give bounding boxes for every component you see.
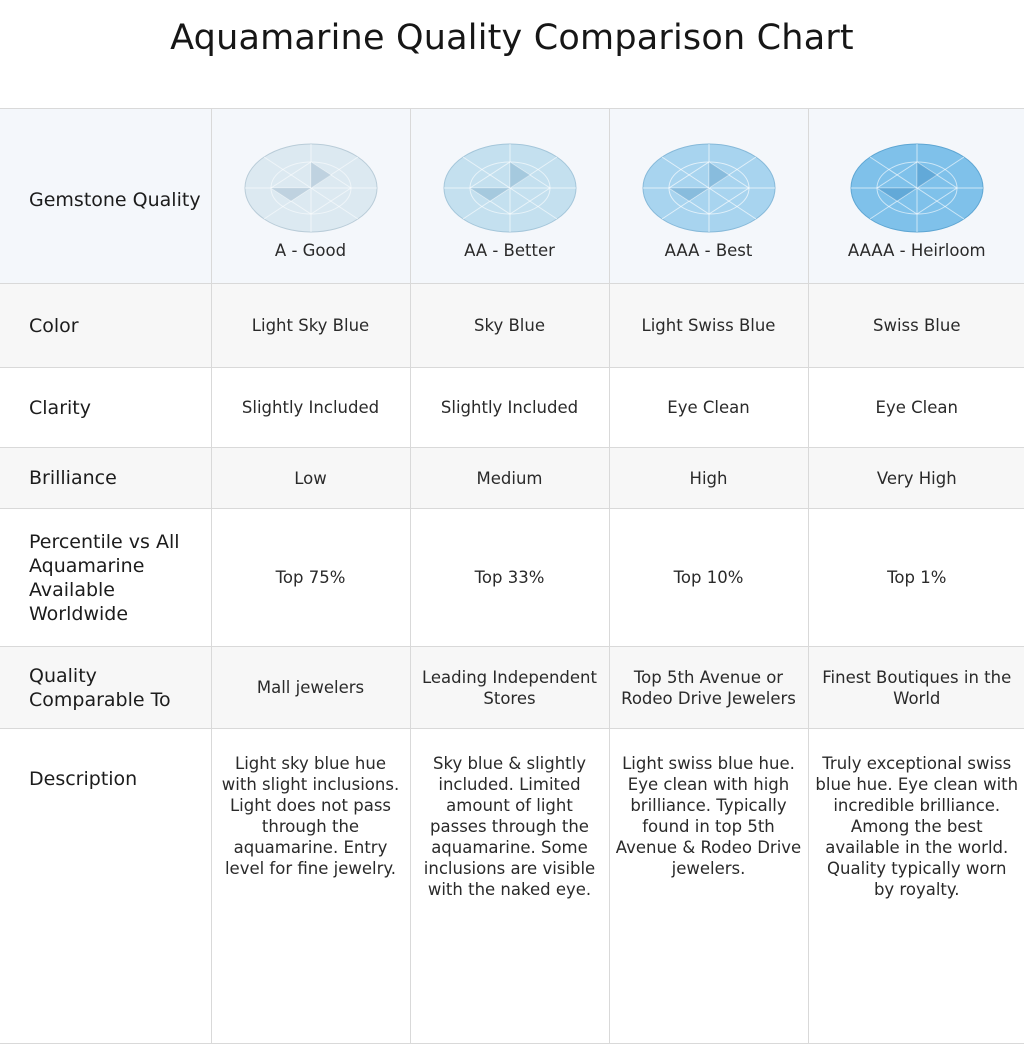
grade-cell-a (211, 109, 410, 284)
row-comparable (0, 647, 1024, 729)
cell-percentile-a: Top 75% (211, 509, 410, 647)
row-brilliance (0, 448, 1024, 509)
cell-percentile-aaa: Top 10% (609, 509, 808, 647)
row-label-comparable: Quality Comparable To (0, 647, 211, 729)
cell-color-aaaa: Swiss Blue (808, 284, 1024, 368)
cell-comparable-aa (410, 647, 609, 729)
comparable-text: Finest Boutiques in the World (809, 667, 1024, 709)
row-clarity (0, 368, 1024, 448)
cell-comparable-aaaa (808, 647, 1024, 729)
row-description (0, 729, 1024, 1044)
cell-clarity-a: Slightly Included (211, 368, 410, 448)
gem-image-a (243, 142, 379, 234)
cell-brilliance-aa: Medium (410, 448, 609, 509)
cell-percentile-aaaa: Top 1% (808, 509, 1024, 647)
row-label-color: Color (0, 284, 211, 368)
row-color (0, 284, 1024, 368)
grade-cell-aaa (609, 109, 808, 284)
row-gemstone-quality (0, 109, 1024, 284)
cell-clarity-aa: Slightly Included (410, 368, 609, 448)
cell-color-a: Light Sky Blue (211, 284, 410, 368)
row-label-quality: Gemstone Quality (0, 109, 211, 284)
row-percentile (0, 509, 1024, 647)
cell-clarity-aaaa: Eye Clean (808, 368, 1024, 448)
cell-comparable-aaa (609, 647, 808, 729)
gem-image-aaa (641, 142, 777, 234)
cell-color-aaa: Light Swiss Blue (609, 284, 808, 368)
comparable-text: Mall jewelers (212, 677, 410, 698)
page-title: Aquamarine Quality Comparison Chart (0, 18, 1024, 58)
row-label-percentile: Percentile vs All Aquamarine Available Worldwide (0, 509, 211, 647)
row-label-description: Description (0, 729, 211, 1044)
cell-comparable-a (211, 647, 410, 729)
grade-label: AAA - Best (610, 240, 808, 261)
comparable-text: Top 5th Avenue or Rodeo Drive Jewelers (610, 667, 808, 709)
cell-percentile-aa: Top 33% (410, 509, 609, 647)
comparison-table (0, 108, 1024, 1044)
gem-image-aa (442, 142, 578, 234)
cell-description-a: Light sky blue hue with slight inclusions. Light does not pass through the aquamarine. Entry level for fine jewelry. (211, 729, 410, 1044)
cell-brilliance-aaaa: Very High (808, 448, 1024, 509)
comparable-text: Leading Independent Stores (411, 667, 609, 709)
grade-cell-aa (410, 109, 609, 284)
cell-color-aa: Sky Blue (410, 284, 609, 368)
row-label-clarity: Clarity (0, 368, 211, 448)
cell-description-aaa: Light swiss blue hue. Eye clean with high brilliance. Typically found in top 5th Avenue & Rodeo Drive jewelers. (609, 729, 808, 1044)
cell-description-aa: Sky blue & slightly included. Limited amount of light passes through the aquamarine. Some inclusions are visible with the naked eye. (410, 729, 609, 1044)
cell-brilliance-a: Low (211, 448, 410, 509)
cell-clarity-aaa: Eye Clean (609, 368, 808, 448)
gem-image-aaaa (849, 142, 985, 234)
cell-description-aaaa: Truly exceptional swiss blue hue. Eye clean with incredible brilliance. Among the best available in the world. Quality typically worn by royalty. (808, 729, 1024, 1044)
row-label-brilliance: Brilliance (0, 448, 211, 509)
cell-brilliance-aaa: High (609, 448, 808, 509)
grade-label: AAAA - Heirloom (809, 240, 1024, 261)
grade-label: A - Good (212, 240, 410, 261)
grade-cell-aaaa (808, 109, 1024, 284)
grade-label: AA - Better (411, 240, 609, 261)
